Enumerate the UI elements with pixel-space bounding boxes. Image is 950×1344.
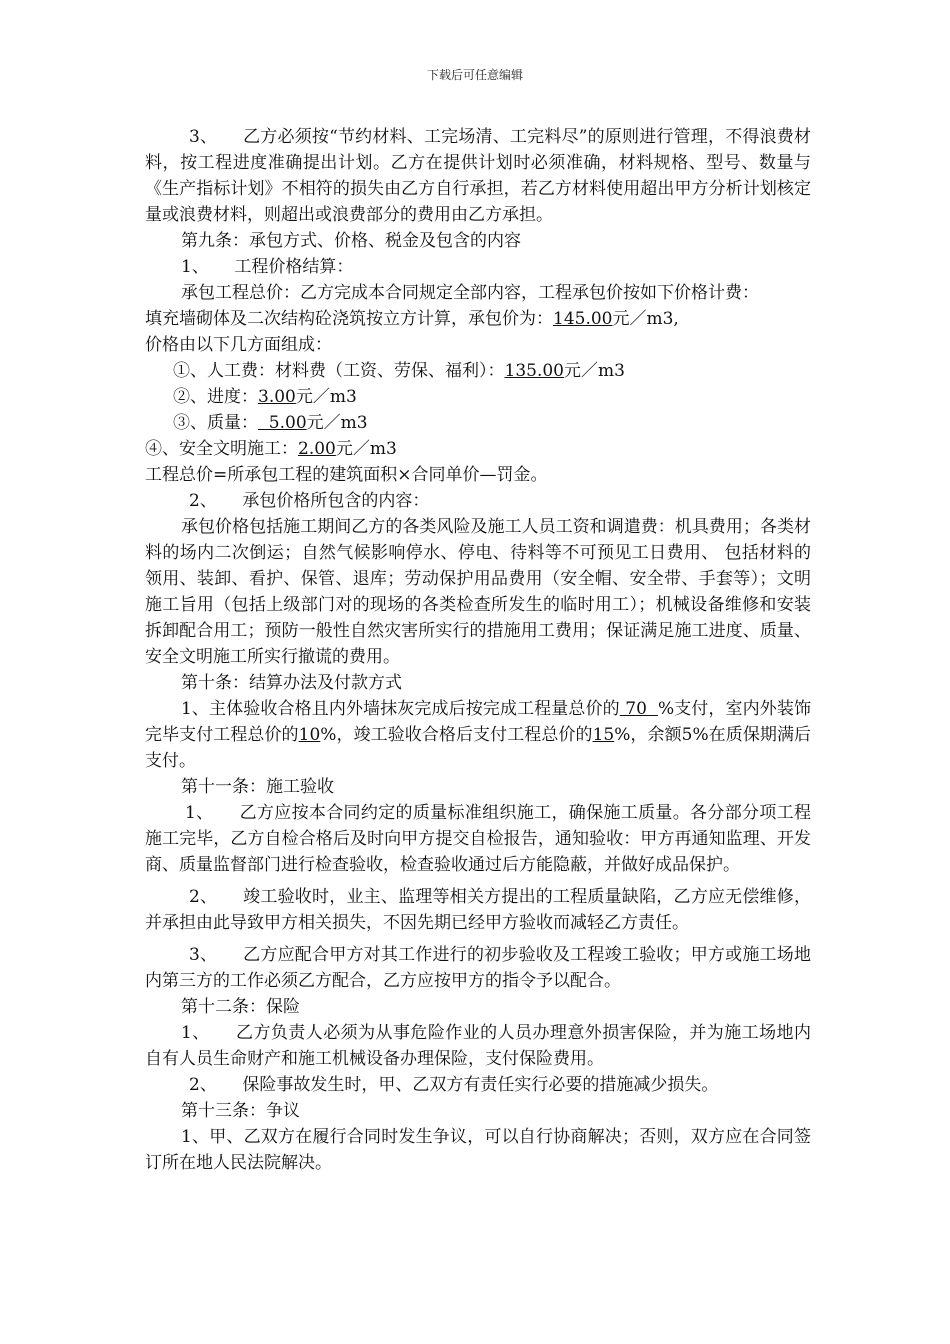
- clause-13-1: 1、甲、乙双方在履行合同时发生争议，可以自行协商解决；否则，双方应在合同签订所在地人民法院解决。: [145, 1127, 811, 1173]
- clause-9-2: 2、 承包价格所包含的内容：: [189, 491, 430, 511]
- quality-cost-unit: 元／m3: [306, 413, 368, 433]
- clause-11-3: 3、 乙方应配合甲方对其工作进行的初步验收及工程竣工验收；甲方或施工场地内第三方的工作必须乙方配合，乙方应按甲方的指令予以配合。: [145, 945, 811, 991]
- payment-percent-3: 15: [592, 725, 615, 745]
- price-includes-paragraph: 承包价格包括施工期间乙方的各类风险及施工人员工资和调遣费：机具费用；各类材料的场内二次倒运；自然气候影响停水、停电、待料等不可预见工日费用、 包括材料的领用、装卸、看护、保管、退库；劳动保护用品费用（安全帽、安全带、手套等）；文明施工旨用（包括上级部门对的现场的各类检查所发生的临时用工）；机械设备维修和安装拆卸配合用工；预防一般性自然灾害所实行的措施用工费用；保证满足施工进度、质量、安全文明施工所实行撤谎的费用。: [145, 517, 811, 667]
- safety-cost-value: 2.00: [298, 439, 336, 459]
- article-9-heading: 第九条：承包方式、价格、税金及包含的内容: [181, 231, 521, 251]
- page-header: 下载后可任意编辑: [426, 68, 523, 82]
- total-price-paragraph: 承包工程总价：乙方完成本合同规定全部内容，工程承包价按如下价格计费：: [181, 283, 759, 303]
- labor-cost-value: 135.00: [504, 361, 564, 381]
- clause-11-2: 2、 竣工验收时，业主、监理等相关方提出的工程质量缺陷，乙方应无偿维修，并承担由此导致甲方相关损失，不因先期已经甲方验收而减轻乙方责任。: [145, 887, 811, 933]
- payment-text-a: 1、主体验收合格且内外墙抹灰完成后按完成工程量总价的: [181, 699, 620, 719]
- quality-cost-value: 5.00: [258, 413, 307, 433]
- safety-cost-unit: 元／m3: [335, 439, 397, 459]
- payment-percent-1: 70: [619, 699, 658, 719]
- clause-8-3: 3、 乙方必须按“节约材料、工完场清、工完料尽”的原则进行管理，不得浪费材料，按工程进度准确提出计划。乙方在提供计划时必须准确，材料规格、型号、数量与《生产指标计划》不相符的损失由乙方自行承担，若乙方材料使用超出甲方分析计划核定量或浪费材料，则超出或浪费部分的费用由乙方承担。: [145, 127, 811, 225]
- payment-percent-2: 10: [298, 725, 321, 745]
- article-12-heading: 第十二条：保险: [181, 997, 300, 1017]
- article-13-heading: 第十三条：争议: [181, 1101, 300, 1121]
- safety-cost-line: [145, 436, 811, 462]
- labor-cost-unit: 元／m3: [563, 361, 625, 381]
- price-composition-line: 价格由以下几方面组成：: [145, 335, 332, 355]
- article-11-heading: 第十一条：施工验收: [181, 777, 334, 797]
- schedule-cost-line: [145, 384, 811, 410]
- quality-cost-line: [145, 410, 811, 436]
- schedule-cost-unit: 元／m3: [295, 387, 357, 407]
- clause-11-1: 1、 乙方应按本合同约定的质量标准组织施工，确保施工质量。各分部分项工程施工完毕，乙方自检合格后及时向甲方提交自检报告，通知验收：甲方再通知监理、开发商、质量监督部门进行检查验收，检查验收通过后方能隐蔽，并做好成品保护。: [145, 803, 811, 875]
- total-formula-line: 工程总价=所承包工程的建筑面积×合同单价—罚金。: [145, 465, 548, 485]
- quality-cost-label: ③、质量：: [173, 413, 258, 433]
- clause-12-2: 2、 保险事故发生时，甲、乙双方有责任实行必要的措施减少损失。: [189, 1075, 719, 1095]
- clause-12-1: 1、 乙方负责人必须为从事危险作业的人员办理意外损害保险，并为施工场地内自有人员生命财产和施工机械设备办理保险，支付保险费用。: [145, 1023, 811, 1069]
- labor-cost-label: ①、人工费：材料费（工资、劳保、福利）：: [173, 361, 505, 381]
- fill-wall-price-line: [145, 306, 811, 332]
- fill-wall-price-label: 填充墙砌体及二次结构砼浇筑按立方计算，承包价为：: [145, 309, 553, 329]
- document-body: [145, 124, 811, 1176]
- schedule-cost-label: ②、进度：: [173, 387, 258, 407]
- labor-cost-line: [145, 358, 811, 384]
- article-10-heading: 第十条：结算办法及付款方式: [181, 673, 402, 693]
- schedule-cost-value: 3.00: [258, 387, 296, 407]
- payment-text-d: %，余额5%在质保期满后支付。: [145, 725, 812, 771]
- clause-9-1: 1、 工程价格结算：: [181, 257, 354, 277]
- fill-wall-price-unit: 元／m3,: [612, 309, 679, 329]
- payment-text-b: %支付，室内外装饰完毕支付工程总价的: [145, 699, 811, 745]
- fill-wall-price-value: 145.00: [553, 309, 613, 329]
- payment-paragraph: [145, 696, 811, 774]
- payment-text-c: %，竣工验收合格后支付工程总价的: [320, 725, 593, 745]
- safety-cost-label: ④、安全文明施工：: [145, 439, 298, 459]
